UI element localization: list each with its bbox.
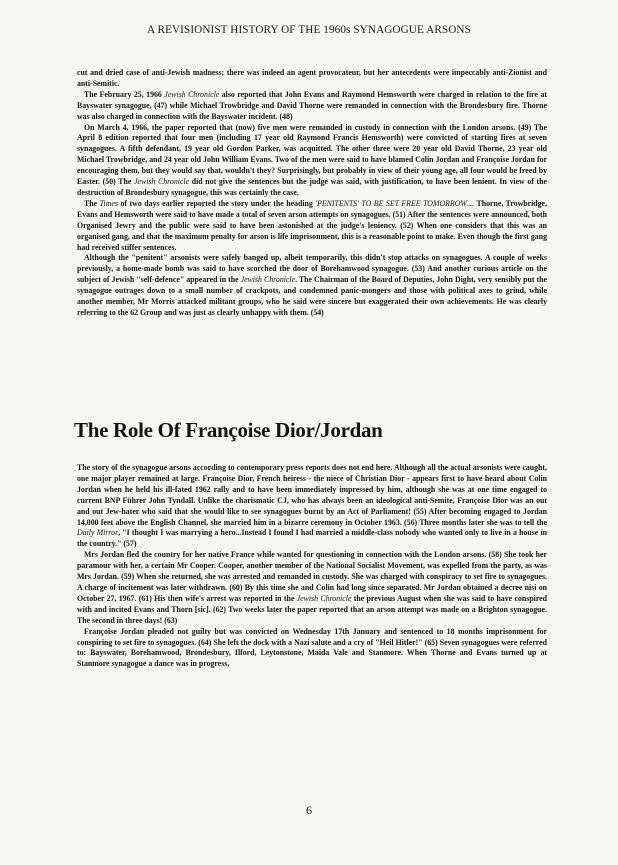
running-header: A REVISIONIST HISTORY OF THE 1960s SYNAGOGUE ARSONS — [147, 24, 471, 36]
newspaper-title: Jewish Chronicle — [296, 593, 352, 603]
paragraph: cut and dried case of anti-Jewish madness; there was indeed an agent provocateur, but her antecedents were impeccably anti-Zionist and anti-Semitic. — [77, 68, 547, 88]
paragraph: On March 4, 1966, the paper reported that (now) five men were remanded in custody in connection with the London arsons. (49) The April 8 edition reported that four men (including 17 year old Raymond Francis Hemsworth) were convicted of starting fires at seven synagogues. A fifth defendant, 19 year old Gordon Parker, was acquitted. The other three were 20 year old David Thorne, 23 year old Michael Trowbridge, and 24 year old John William Evans. Two of the men were said to have blamed Colin Jordan and Françoise Jordan for encouraging them, but they would say that, wouldn't they? Surprisingly, but probably in view of their young age, all four would be freed by Easter. (50) The Jewish Chronicle did not give the sentences but the judge was said, with justification, to have been lenient. In view of the destruction of Brondesbury synagogue, this was certainly the case. — [77, 122, 548, 197]
paragraph: The story of the synagogue arsons according to contemporary press reports does not end here. Although all the actual arsonists were caught, one major player remained at large. Françoise Dior, French heiress - the niece of Christian Dior - appears first to have heard about Colin Jordan when he held his ill-fated 1962 rally and to have been immediately impressed by him, although she was at one time engaged to current BNP Führer John Tyndall. Unlike the charismatic CJ, who has always been an ideological anti-Semite, Françoise Dior was an out and out Jew-hater who said that she would like to see synagogues burnt by an Act of Parliament! (55) After becoming engaged to Jordan 14,000 feet above the English Channel, she married him in a bizarre ceremony in October 1963. (56) Three months later she was to tell the Daily Mirror, "I thought I was marrying a hero...Instead I found I had married a middle-class nobody who wanted only to live in a house in the country." (57) — [77, 463, 548, 549]
headline-quote: 'PENITENTS' TO BE SET FREE TOMORROW.... — [315, 198, 475, 208]
paragraph: The February 25, 1966 Jewish Chronicle also reported that John Evans and Raymond Hemsworth were charged in relation to the fire at Bayswater synagogue, (47) while Michael Trowbridge and David Thorne were remanded in connection with the Brondesbury fire. Thorne was also charged in connection with the Bayswater incident. (48) — [77, 89, 548, 121]
top-text-block — [77, 68, 547, 319]
paragraph: The Times of two days earlier reported the story under the heading 'PENITENTS' TO BE SET FREE TOMORROW.... Thorne, Trowbridge, Evans and Hemsworth were said to have made a total of seven arson attempts on synagogues. (51) After the sentences were announced, both Organised Jewry and the public were said to have been astonished at the judge's leniency. (52) When one considers that this was an organised gang, and that the maximum penalty for arson is life imprisonment, this is a reasonable point to make. Even though the first gang had received stiffer sentences. — [77, 198, 547, 252]
paragraph: Although the "penitent" arsonists were safely banged up, albeit temporarily, this didn't stop attacks on synagogues. A couple of weeks previously, a home-made bomb was said to have scorched the door of Borehamwood synagogue. (53) And another curious article on the subject of Jewish "self-defence" appeared in the Jewish Chronicle. The Chairman of the Board of Deputies, John Dight, very sensibly put the synagogue outrages down to a small number of crackpots, and condemned panic-mongers and those with political axes to grind, while another member, Mr Morris attacked militant groups, who he said were sincere but exaggerated their own achievements. He was clearly referring to the 62 Group and was just as clearly unhappy with them. (54) — [77, 253, 548, 317]
paragraph: Françoise Jordan pleaded not guilty but was convicted on Wednesday 17th January and sentenced to 18 months imprisonment for conspiring to set fire to synagogues. (64) She left the dock with a Nazi salute and a cry of "Heil Hitler!" (65) Seven synagogues were referred to: Bayswater, Borehamwood, Brondesbury, Ilford, Leytonstone, Maida Vale and Stanmore. When Thorne and Evans turned up at Stanmore synagogue a dance was in progress, — [77, 626, 547, 669]
newspaper-title: Jewish Chronicle — [240, 275, 296, 285]
newspaper-title: Daily Mirror — [77, 528, 119, 538]
paragraph: Mrs Jordan fled the country for her native France while wanted for questioning in connection with the London arsons. (58) She took her paramour with her, a certain Mr Cooper. Cooper, another member of the National Socialist Movement, was expelled from the party, as was Mrs Jordan. (59) When she returned, she was arrested and remanded in custody. She was charged with conspiracy to set fire to synagogues. A charge of incitement was later withdrawn. (60) By this time she and Colin had long since separated. Mr Jordan obtained a decree nisi on October 27, 1967. (61) His then wife's arrest was reported in the Jewish Chronicle the previous August when she was said to have conspired with and incited Evans and Thorn [sic]. (62) Two weeks later the paper reported that an arson attempt was made on a Brighton synagogue. The second in three days! (63) — [77, 550, 548, 625]
newspaper-title: Jewish Chronicle — [164, 89, 220, 99]
page-number: 6 — [306, 803, 312, 817]
bottom-text-block — [77, 463, 547, 670]
section-heading: The Role Of Françoise Dior/Jordan — [74, 418, 383, 442]
newspaper-title: Jewish Chronicle — [134, 177, 190, 187]
newspaper-title: Times — [99, 198, 118, 208]
